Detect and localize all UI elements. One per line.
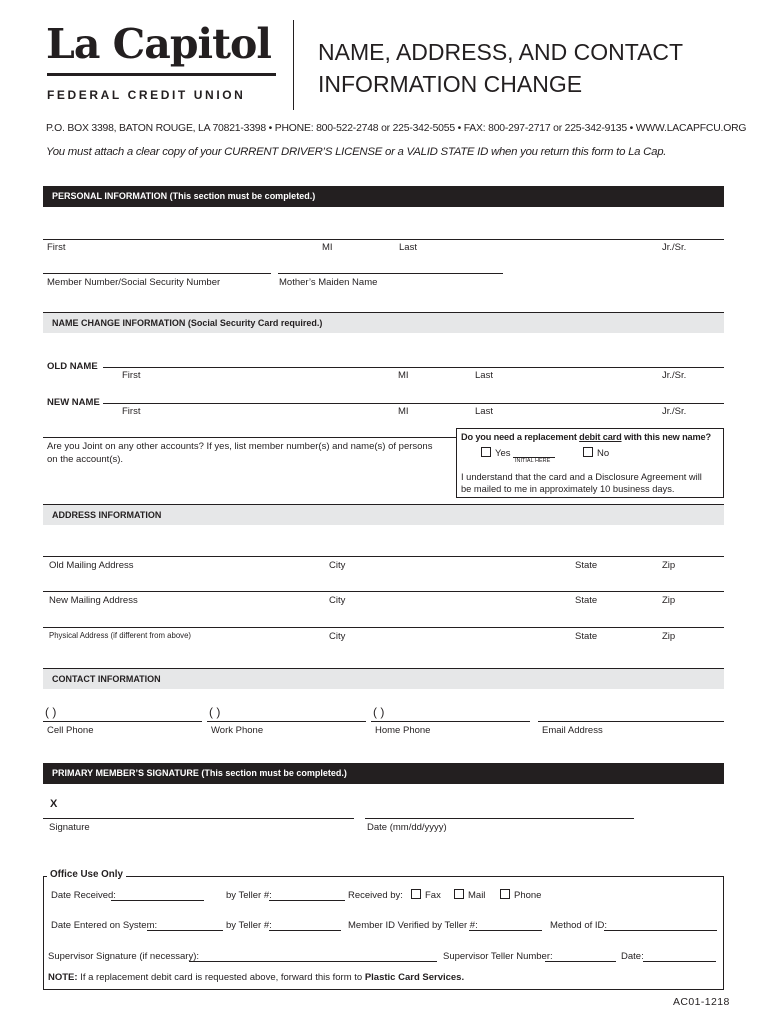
new-address-line[interactable] xyxy=(43,591,724,592)
logo-wordmark: La Capitol xyxy=(46,20,271,68)
old-name-line[interactable] xyxy=(103,367,724,368)
form-title-line-1: NAME, ADDRESS, AND CONTACT xyxy=(318,39,684,65)
physical-city-label: City xyxy=(329,631,346,642)
cell-phone-label: Cell Phone xyxy=(47,725,94,736)
debit-yes-option[interactable] xyxy=(481,447,511,459)
mail-checkbox[interactable] xyxy=(454,889,464,899)
signature-line[interactable] xyxy=(43,818,354,819)
old-zip-label: Zip xyxy=(662,560,676,571)
fax-checkbox[interactable] xyxy=(411,889,421,899)
work-phone-label: Work Phone xyxy=(211,725,264,736)
disclosure-line-1: I understand that the card and a Disclosure Agreement will xyxy=(461,472,702,482)
new-last-label: Last xyxy=(475,406,493,417)
debit-question-link: debit card xyxy=(579,432,622,442)
header-divider xyxy=(293,20,294,110)
teller-received-line[interactable] xyxy=(269,900,345,901)
method-of-id-label: Method of ID: xyxy=(550,920,608,931)
debit-yes-checkbox[interactable] xyxy=(481,447,491,457)
office-use-legend: Office Use Only xyxy=(47,869,126,880)
debit-card-question xyxy=(461,432,711,442)
new-zip-label: Zip xyxy=(662,595,676,606)
cell-phone-line[interactable] xyxy=(43,721,202,722)
address-info-header: ADDRESS INFORMATION xyxy=(43,504,724,525)
mi-label: MI xyxy=(322,242,333,253)
suffix-label: Jr./Sr. xyxy=(662,242,687,253)
physical-zip-label: Zip xyxy=(662,631,676,642)
debit-no-option[interactable] xyxy=(583,447,609,459)
teller-entered-label: by Teller #: xyxy=(226,920,272,931)
signature-label: Signature xyxy=(49,822,90,833)
disclosure-line-2: be mailed to me in approximately 10 business days. xyxy=(461,484,675,494)
received-fax-option[interactable] xyxy=(411,889,441,901)
date-received-label: Date Received: xyxy=(51,890,116,901)
physical-address-label: Physical Address (if different from above) xyxy=(49,631,191,640)
date-entered-line[interactable] xyxy=(147,930,223,931)
cell-area-code[interactable]: ( ) xyxy=(45,705,57,719)
home-phone-label: Home Phone xyxy=(375,725,431,736)
received-mail-option[interactable] xyxy=(454,889,485,901)
member-number-line[interactable] xyxy=(43,273,271,274)
note-text: If a replacement debit card is requested above, forward this form to xyxy=(77,972,365,983)
debit-no-label: No xyxy=(597,448,610,459)
old-address-line[interactable] xyxy=(43,556,724,557)
physical-state-label: State xyxy=(575,631,598,642)
note-label: NOTE: xyxy=(48,972,78,983)
fax-label: Fax xyxy=(425,890,441,901)
note-destination: Plastic Card Services. xyxy=(364,972,465,983)
contact-info-header: CONTACT INFORMATION xyxy=(43,668,724,689)
work-phone-line[interactable] xyxy=(207,721,366,722)
new-state-label: State xyxy=(575,595,598,606)
signature-date-label: Date (mm/dd/yyyy) xyxy=(367,822,447,833)
logo-underline xyxy=(47,73,276,76)
name-change-header: NAME CHANGE INFORMATION (Social Security Card required.) xyxy=(43,312,724,333)
physical-address-line[interactable] xyxy=(43,627,724,628)
old-mailing-label: Old Mailing Address xyxy=(49,560,134,571)
form-title xyxy=(318,36,683,100)
new-name-label: NEW NAME xyxy=(47,397,100,408)
id-notice: You must attach a clear copy of your CURRENT DRIVER’S LICENSE or a VALID STATE ID when you return this form to La Cap. xyxy=(46,146,667,158)
old-name-label: OLD NAME xyxy=(47,361,98,372)
personal-info-header: PERSONAL INFORMATION (This section must be completed.) xyxy=(43,186,724,207)
supervisor-teller-line[interactable] xyxy=(545,961,616,962)
home-phone-line[interactable] xyxy=(371,721,530,722)
date-entered-label: Date Entered on System: xyxy=(51,920,158,931)
email-line[interactable] xyxy=(538,721,724,722)
member-number-label: Member Number/Social Security Number xyxy=(47,277,221,288)
last-name-label: Last xyxy=(399,242,417,253)
supervisor-teller-label: Supervisor Teller Number: xyxy=(443,951,553,962)
supervisor-signature-line[interactable] xyxy=(189,961,437,962)
debit-question-pre: Do you need a replacement xyxy=(461,432,580,442)
full-name-line[interactable] xyxy=(43,239,724,240)
form-title-line-2: INFORMATION CHANGE xyxy=(318,71,583,97)
old-first-label: First xyxy=(122,370,141,381)
old-last-label: Last xyxy=(475,370,493,381)
debit-no-checkbox[interactable] xyxy=(583,447,593,457)
email-label: Email Address xyxy=(542,725,603,736)
form-code: AC01-1218 xyxy=(673,996,730,1008)
supervisor-date-label: Date: xyxy=(621,951,644,962)
new-mi-label: MI xyxy=(398,406,409,417)
phone-checkbox[interactable] xyxy=(500,889,510,899)
new-suffix-label: Jr./Sr. xyxy=(662,406,687,417)
debit-card-box xyxy=(456,428,724,498)
logo-subtitle: FEDERAL CREDIT UNION xyxy=(47,88,246,102)
debit-yes-label: Yes xyxy=(495,448,511,459)
contact-line: P.O. BOX 3398, BATON ROUGE, LA 70821-3398 • PHONE: 800-522-2748 or 225-342-5055 • FAX: 800-297-2717 or 225-342-9135 • WWW.LACAPFCU.ORG xyxy=(46,123,747,134)
initial-here-label: INITIAL HERE xyxy=(515,458,551,464)
signature-header: PRIMARY MEMBER’S SIGNATURE (This section must be completed.) xyxy=(43,763,724,784)
home-area-code[interactable]: ( ) xyxy=(373,705,385,719)
signature-date-line[interactable] xyxy=(365,818,634,819)
old-state-label: State xyxy=(575,560,598,571)
new-mailing-label: New Mailing Address xyxy=(49,595,138,606)
date-received-line[interactable] xyxy=(111,900,204,901)
received-by-label: Received by: xyxy=(348,890,403,901)
supervisor-date-line[interactable] xyxy=(643,961,716,962)
teller-received-label: by Teller #: xyxy=(226,890,272,901)
method-of-id-line[interactable] xyxy=(604,930,717,931)
old-mi-label: MI xyxy=(398,370,409,381)
new-city-label: City xyxy=(329,595,346,606)
mail-label: Mail xyxy=(468,890,486,901)
work-area-code[interactable]: ( ) xyxy=(209,705,221,719)
maiden-name-label: Mother’s Maiden Name xyxy=(279,277,378,288)
maiden-name-line[interactable] xyxy=(278,273,503,274)
old-suffix-label: Jr./Sr. xyxy=(662,370,687,381)
member-id-verified-label: Member ID Verified by Teller #: xyxy=(348,920,478,931)
signature-x-mark: X xyxy=(50,798,58,810)
supervisor-signature-label: Supervisor Signature (if necessary): xyxy=(48,951,200,962)
new-name-line[interactable] xyxy=(103,403,724,404)
joint-accounts-line[interactable] xyxy=(43,437,456,438)
debit-question-post: with this new name? xyxy=(621,432,711,442)
first-name-label: First xyxy=(47,242,66,253)
member-id-verified-line[interactable] xyxy=(469,930,542,931)
phone-label: Phone xyxy=(514,890,542,901)
old-city-label: City xyxy=(329,560,346,571)
teller-entered-line[interactable] xyxy=(269,930,341,931)
new-first-label: First xyxy=(122,406,141,417)
joint-question-line-2: on the account(s). xyxy=(47,454,124,465)
joint-question-line-1: Are you Joint on any other accounts? If yes, list member number(s) and name(s) of persons xyxy=(47,441,433,452)
received-phone-option[interactable] xyxy=(500,889,541,901)
routing-note xyxy=(48,972,464,983)
